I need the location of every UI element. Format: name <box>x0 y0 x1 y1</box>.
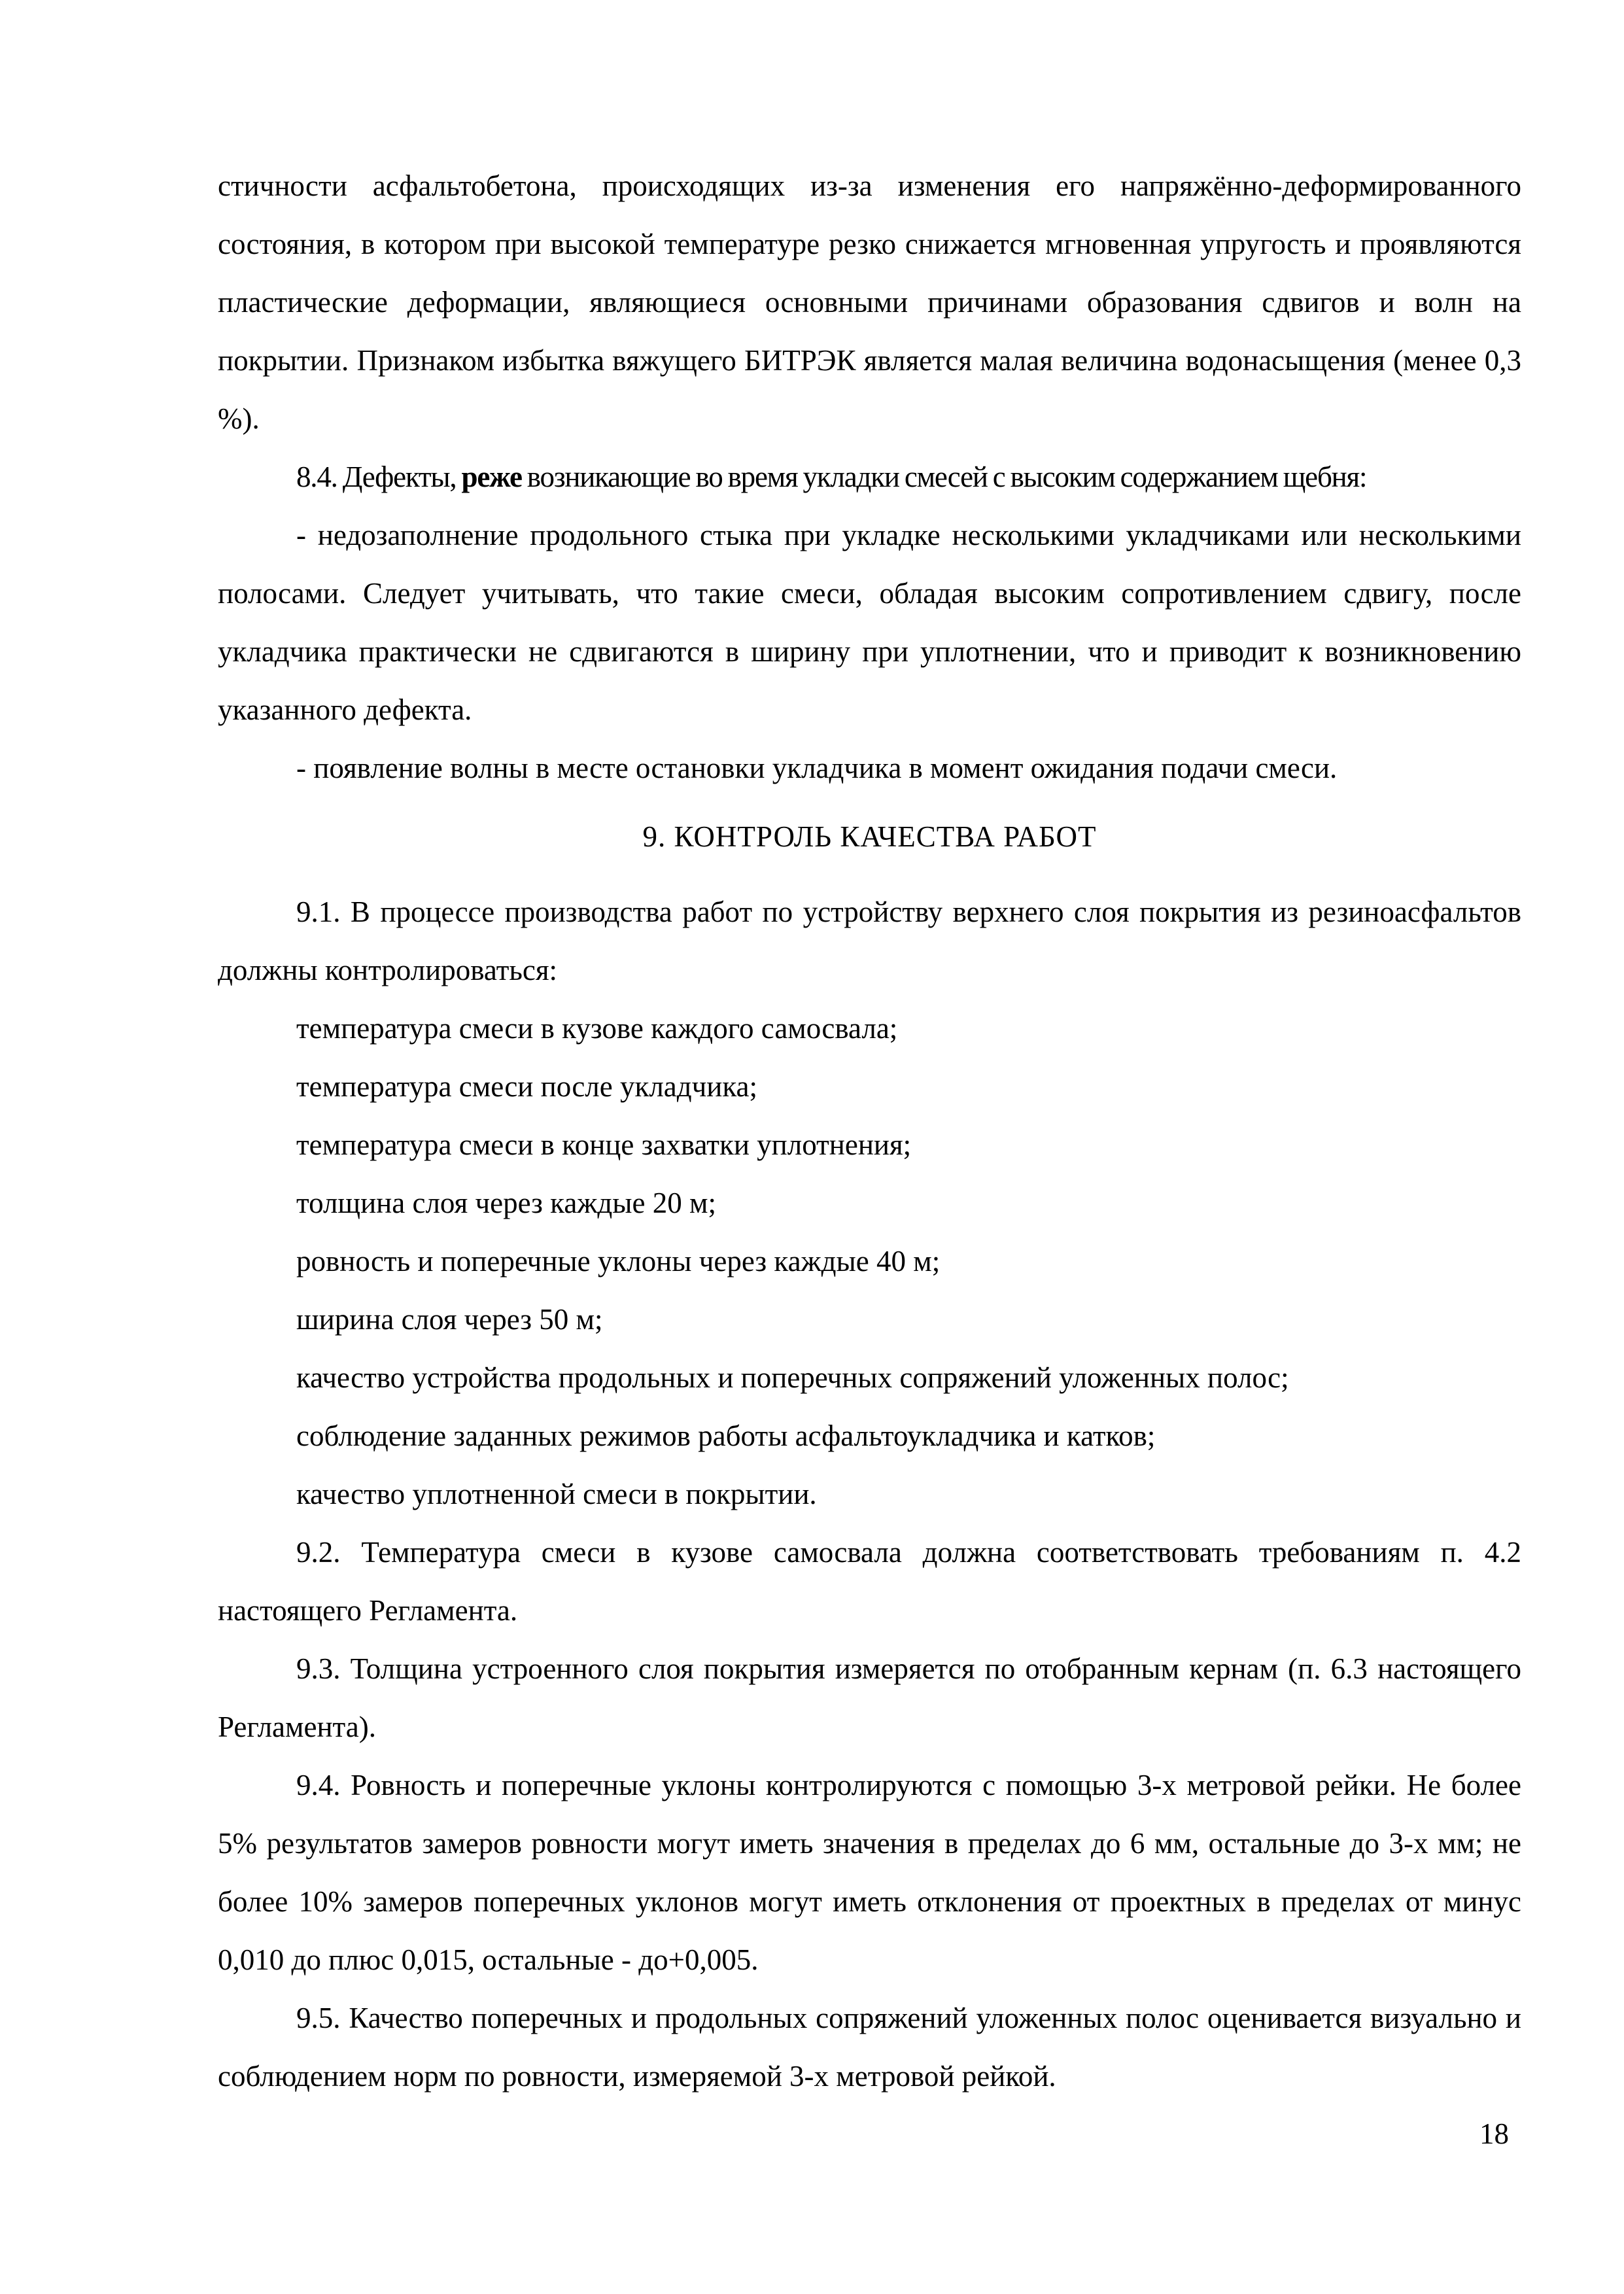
item-9-2-paragraph: 9.2. Температура смеси в кузове самосвала должна соответствовать требованиям п. 4.2 настоящего Регламента. <box>218 1536 1521 1627</box>
controlled-items-list <box>218 999 1521 1523</box>
list-item: температура смеси в конце захватки уплотнения; <box>296 1128 912 1161</box>
item-8-4-lead: 8.4. Дефекты, <box>296 461 462 493</box>
list-item: температура смеси в кузове каждого самосвала; <box>296 1012 898 1045</box>
list-item: качество устройства продольных и поперечных сопряжений уложенных полос; <box>296 1361 1289 1394</box>
section-8-continuation-paragraph: стичности асфальтобетона, происходящих из-за изменения его напряжённо-деформированного состояния, в котором при высокой температуре резко снижается мгновенная упругость и проявляются пластические деформации, являющиеся основными причинами образования сдвигов и волн на покрытии. Признаком избытка вяжущего БИТРЭК является малая величина водонасыщения (менее 0,3 %). <box>218 169 1521 435</box>
defect-2-paragraph: - появление волны в месте остановки укладчика в момент ожидания подачи смеси. <box>296 752 1338 784</box>
item-9-3-paragraph: 9.3. Толщина устроенного слоя покрытия измеряется по отобранным кернам (п. 6.3 настоящего Регламента). <box>218 1652 1521 1743</box>
list-item: ширина слоя через 50 м; <box>296 1303 603 1336</box>
page-number: 18 <box>1479 2117 1509 2150</box>
item-9-4-paragraph: 9.4. Ровность и поперечные уклоны контролируются с помощью 3-х метровой рейки. Не более 5% результатов замеров ровности могут иметь значения в пределах до 6 мм, остальные до 3-х мм; не более 10% замеров поперечных уклонов могут иметь отклонения от проектных в пределах от минус 0,010 до плюс 0,015, остальные - до+0,005. <box>218 1769 1521 1976</box>
item-9-1-intro: 9.1. В процессе производства работ по устройству верхнего слоя покрытия из резиноасфальтов должны контролироваться: <box>218 895 1521 986</box>
section-9-heading: 9. КОНТРОЛЬ КАЧЕСТВА РАБОТ <box>642 820 1097 853</box>
item-9-5-paragraph: 9.5. Качество поперечных и продольных сопряжений уложенных полос оценивается визуально и соблюдением норм по ровности, измеряемой 3-х метровой рейкой. <box>218 2002 1521 2093</box>
document-page <box>218 157 1521 2106</box>
item-8-4-emphasis: реже <box>461 461 522 493</box>
list-item: качество уплотненной смеси в покрытии. <box>296 1478 817 1510</box>
list-item: ровность и поперечные уклоны через каждые 40 м; <box>296 1245 941 1277</box>
item-8-4-heading <box>218 448 1521 506</box>
defect-1-paragraph: - недозаполнение продольного стыка при укладке несколькими укладчиками или несколькими полосами. Следует учитывать, что такие смеси, обладая высоким сопротивлением сдвигу, после укладчика практически не сдвигаются в ширину при уплотнении, что и приводит к возникновению указанного дефекта. <box>218 519 1521 726</box>
list-item: температура смеси после укладчика; <box>296 1070 758 1103</box>
list-item: толщина слоя через каждые 20 м; <box>296 1187 716 1219</box>
list-item: соблюдение заданных режимов работы асфальтоукладчика и катков; <box>296 1419 1156 1452</box>
item-8-4-rest: возникающие во время укладки смесей с высоким содержанием щебня: <box>521 461 1367 493</box>
